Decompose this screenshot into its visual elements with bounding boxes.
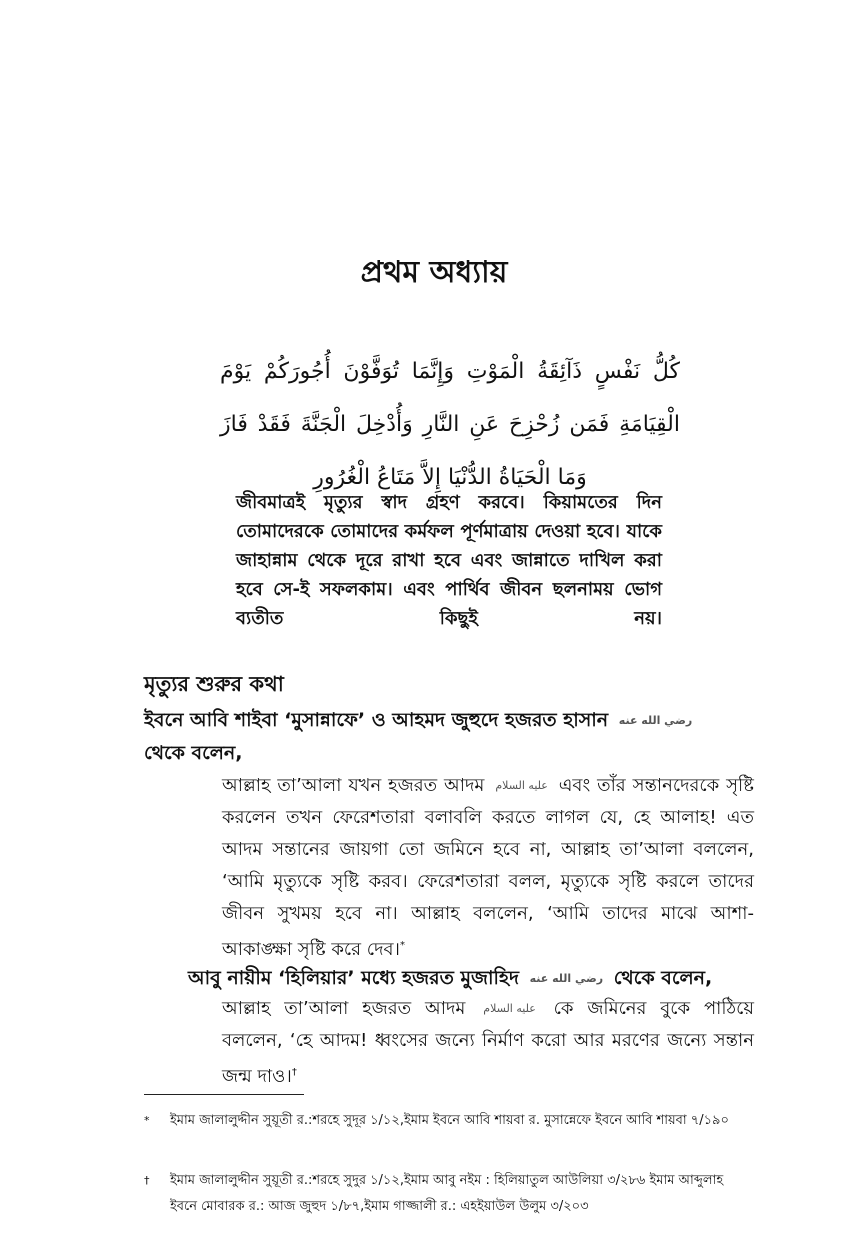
narration-intro-2-tail: থেকে বলেন, bbox=[613, 967, 713, 989]
footnote-2 bbox=[144, 1168, 754, 1220]
narration-intro-2-text: আবু নায়ীম ‘হিলিয়ার’ মধ্যে হজরত মুজাহিদ bbox=[188, 967, 519, 989]
narration-intro-2 bbox=[188, 962, 748, 995]
footnote-ref-2[interactable]: † bbox=[291, 1067, 297, 1078]
honorific-symbol: رضي الله عنه bbox=[618, 713, 693, 727]
honorific-symbol: عليه السلام bbox=[483, 1002, 536, 1015]
footnote-text: ইমাম জালালুদ্দীন সুয়ূতী র.:শরহে সুদুর ১/১২,ইমাম আবু নইম : হিলিয়াতুল আউলিয়া ৩/২৮৬ ইমাম আব্দুলাহ ইবনে মোবারক র.: আজ জুহুদ ১/৮৭,ইমাম গাজ্জালী র.: এহইয়াউল উলুম ৩/২০৩ bbox=[170, 1173, 724, 1214]
section-heading: মৃত্যুর শুরুর কথা bbox=[144, 672, 284, 696]
honorific-symbol: عليه السلام bbox=[495, 779, 548, 792]
quote-2-text-a: আল্লাহ তা’আলা হজরত আদম bbox=[222, 998, 466, 1019]
chapter-title: প্রথম অধ্যায় bbox=[360, 255, 508, 290]
footnote-divider bbox=[144, 1094, 304, 1095]
narration-quote-2 bbox=[222, 993, 754, 1093]
quote-1-text-a: আল্লাহ তা’আলা যখন হজরত আদম bbox=[222, 775, 485, 796]
honorific-symbol: رضي الله عنه bbox=[529, 971, 604, 985]
narration-intro-1 bbox=[144, 704, 752, 769]
footnote-ref-1[interactable]: * bbox=[400, 940, 405, 951]
footnote-text: ইমাম জালালুদ্দীন সুয়ূতী র.:শরহে সুদূর ১/১২,ইমাম ইবনে আবি শায়বা র. মুসান্নেফে ইবনে আবি শায়বা ৭/১৯০ bbox=[170, 1113, 729, 1128]
quote-1-text-b: এবং তাঁর সন্তানদেরকে সৃষ্টি করলেন তখন ফেরেশতারা বলাবলি করতে লাগল যে, হে আলাহ! এত আদম সন্তানের জায়গা তো জমিনে হবে না, আল্লাহ তা’আলা বললেন, ‘আমি মৃত্যুকে সৃষ্টি করব। ফেরেশতারা বলল, মৃত্যুকে সৃষ্টি করলে তাদের জীবন সুখময় হবে না। আল্লাহ বললেন, ‘আমি তাদের মাঝে আশা-আকাঙ্ক্ষা সৃষ্টি করে দেব। bbox=[222, 775, 754, 960]
narration-intro-1-text: ইবনে আবি শাইবা ‘মুসান্নাফে’ ও আহমদ জুহুদে হজরত হাসান bbox=[144, 709, 609, 731]
arabic-verse: كُلُّ نَفْسٍ ذَآئِقَةُ الْمَوْتِ وَإِنَّمَا تُوَفَّوْنَ أُجُورَكُمْ يَوْمَ الْقِيَامَةِ فَمَن زُحْزِحَ عَنِ النَّارِ وَأُدْخِلَ الْجَنَّةَ فَقَدْ فَازَ وَمَا الْحَيَاةُ الدُّنْيَا إِلاَّ مَتَاعُ الْغُرُورِ bbox=[220, 359, 680, 490]
footnote-mark: * bbox=[144, 1114, 150, 1127]
quote-2-text-b: কে জমিনের বুকে পাঠিয়ে বললেন, ‘হে আদম! ধ্বংসের জন্যে নির্মাণ করো আর মরণের জন্যে সন্তান জন্ম দাও। bbox=[222, 998, 754, 1087]
narration-intro-1-tail: থেকে বলেন, bbox=[144, 741, 243, 764]
verse-translation: জীবমাত্রই মৃত্যুর স্বাদ গ্রহণ করবে। কিয়ামতের দিন তোমাদেরকে তোমাদের কর্মফল পূর্ণমাত্রায় দেওয়া হবে। যাকে জাহান্নাম থেকে দূরে রাখা হবে এবং জান্নাতে দাখিল করা হবে সে-ই সফলকাম। এবং পার্থিব জীবন ছলনাময় ভোগ ব্যতীত কিছুই নয়। bbox=[236, 492, 662, 629]
narration-quote-1 bbox=[222, 770, 754, 966]
footnote-mark: † bbox=[144, 1174, 150, 1187]
footnote-1 bbox=[144, 1108, 754, 1134]
